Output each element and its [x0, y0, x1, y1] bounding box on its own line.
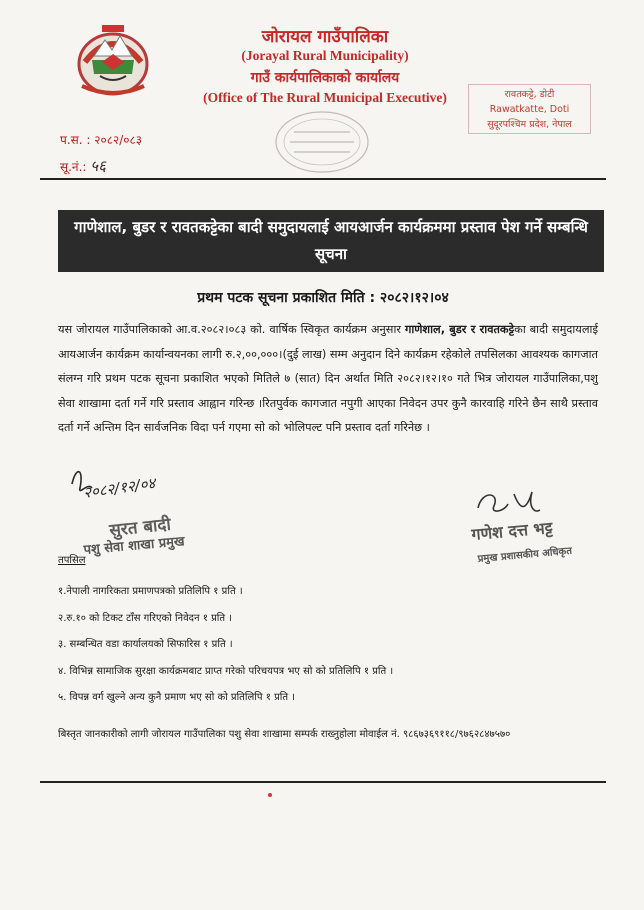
header-divider [40, 178, 606, 180]
ink-dot [268, 793, 272, 797]
annex-item: ४. विभिन्न सामाजिक सुरक्षा कार्यक्रमबाट प्राप्त गरेको परिचयपत्र भए सो को प्रतिलिपि १ प्रति । [58, 665, 394, 677]
office-title-en: (Office of The Rural Municipal Executive) [203, 90, 447, 105]
right-signer-title: प्रमुख प्रशासकीय अधिकृत [477, 545, 573, 565]
address-line-3: सुदूरपश्चिम प्रदेश, नेपाल [487, 119, 572, 130]
address-line-1: रावतकट्टे, डोटी [504, 89, 555, 100]
left-signer-title-stamp [78, 528, 218, 560]
annex-item: ५. विपन्न वर्ग खुल्ने अन्य कुनै प्रमाण भए सो को प्रतिलिपि १ प्रति । [58, 692, 296, 703]
fiscal-year-ref [60, 131, 142, 148]
annex-item: २.रु.१० को टिकट टाँस गरिएको निवेदन १ प्रति । [58, 612, 233, 624]
left-signature-date: २०८२/१२/०४ [82, 474, 157, 502]
body-text-2: का बादी समुदायलाई आयआर्जन कार्यक्रम कार्यान्वयनका लागी रु.२,००,०००।(दुई लाख) सम्म अनुदान दिने कार्यक्रम रहेकोले तपसिलका आवश्यक कागजात संलग्न गरि प्रथम पटक सूचना प्रकाशित भएको मितिले ७ (सात) दिन अर्थात मिति २०८२।१२।१० गते भित्र जोरायल गाउँपालिका,पशु सेवा शाखामा दर्ता गर्ने गरि प्रस्ताव आह्वान गरिन्छ ।रितपुर्वक कागजात नपुगी आएका निवेदन उपर कुनै कारवाहि गरिने छैन साथै प्रस्ताव दर्ता गर्ने अन्तिम दिन सार्वजनिक विदा पर्न गएमा सो को भोलिपल्ट पनि प्रस्ताव दर्ता गरिनेछ । [58, 323, 598, 434]
office-stamp-icon [272, 108, 372, 176]
annex-item: १.नेपाली नागरिकता प्रमाणपत्रको प्रतिलिपि १ प्रति । [58, 586, 243, 597]
annex-label: तपसिल [58, 555, 86, 566]
right-signer-name: गणेश दत्त भट्ट [470, 517, 554, 544]
annex-item: ३. सम्बन्धित वडा कार्यालयको सिफारिस १ प्रति । [58, 639, 233, 650]
chalani-ref [60, 156, 106, 176]
notice-heading: गाणेशाल, बुडर र रावतकट्टेका बादी समुदायलाई आयआर्जन कार्यक्रममा प्रस्ताव पेश गर्ने सम्बन्धि सूचना [58, 210, 604, 272]
office-title-np: गाउँ कार्यपालिकाको कार्यालय [250, 70, 400, 86]
footer-divider [40, 781, 606, 783]
body-text-1: यस जोरायल गाउँपालिकाको आ.व.२०८२।०८३ को. वार्षिक स्विकृत कार्यक्रम अनुसार [58, 323, 405, 336]
chalani-value: ५६ [90, 157, 106, 175]
address-line-2: Rawatkatte, Doti [489, 104, 570, 115]
municipality-title-en: (Jorayal Rural Municipality) [241, 48, 409, 63]
fiscal-year-label: प.स. : [60, 133, 91, 147]
published-date: प्रथम पटक सूचना प्रकाशित मिति : २०८२।१२।०४ [197, 290, 449, 306]
nepal-emblem-icon [72, 22, 154, 98]
address-box [468, 84, 591, 134]
notice-body [58, 318, 598, 441]
contact-line: बिस्तृत जानकारीको लागी जोरायल गाउँपालिका पशु सेवा शाखामा सम्पर्क राख्नुहोला मोवाईल नं. ९८६७३६९११८/९७६२८४७५७० [58, 729, 511, 740]
right-signature [468, 484, 598, 570]
fiscal-year-value: २०८२/०८३ [94, 133, 142, 147]
annex-list [58, 584, 603, 717]
left-signer-name: सुरत बादी [108, 514, 172, 541]
chalani-label: सू.नं.: [60, 160, 87, 174]
body-text-bold: गाणेशाल, बुडर र रावतकट्टे [404, 323, 515, 336]
left-signer-title: पशु सेवा शाखा प्रमुख [83, 534, 186, 558]
municipality-title-np: जोरायल गाउँपालिका [261, 27, 389, 47]
